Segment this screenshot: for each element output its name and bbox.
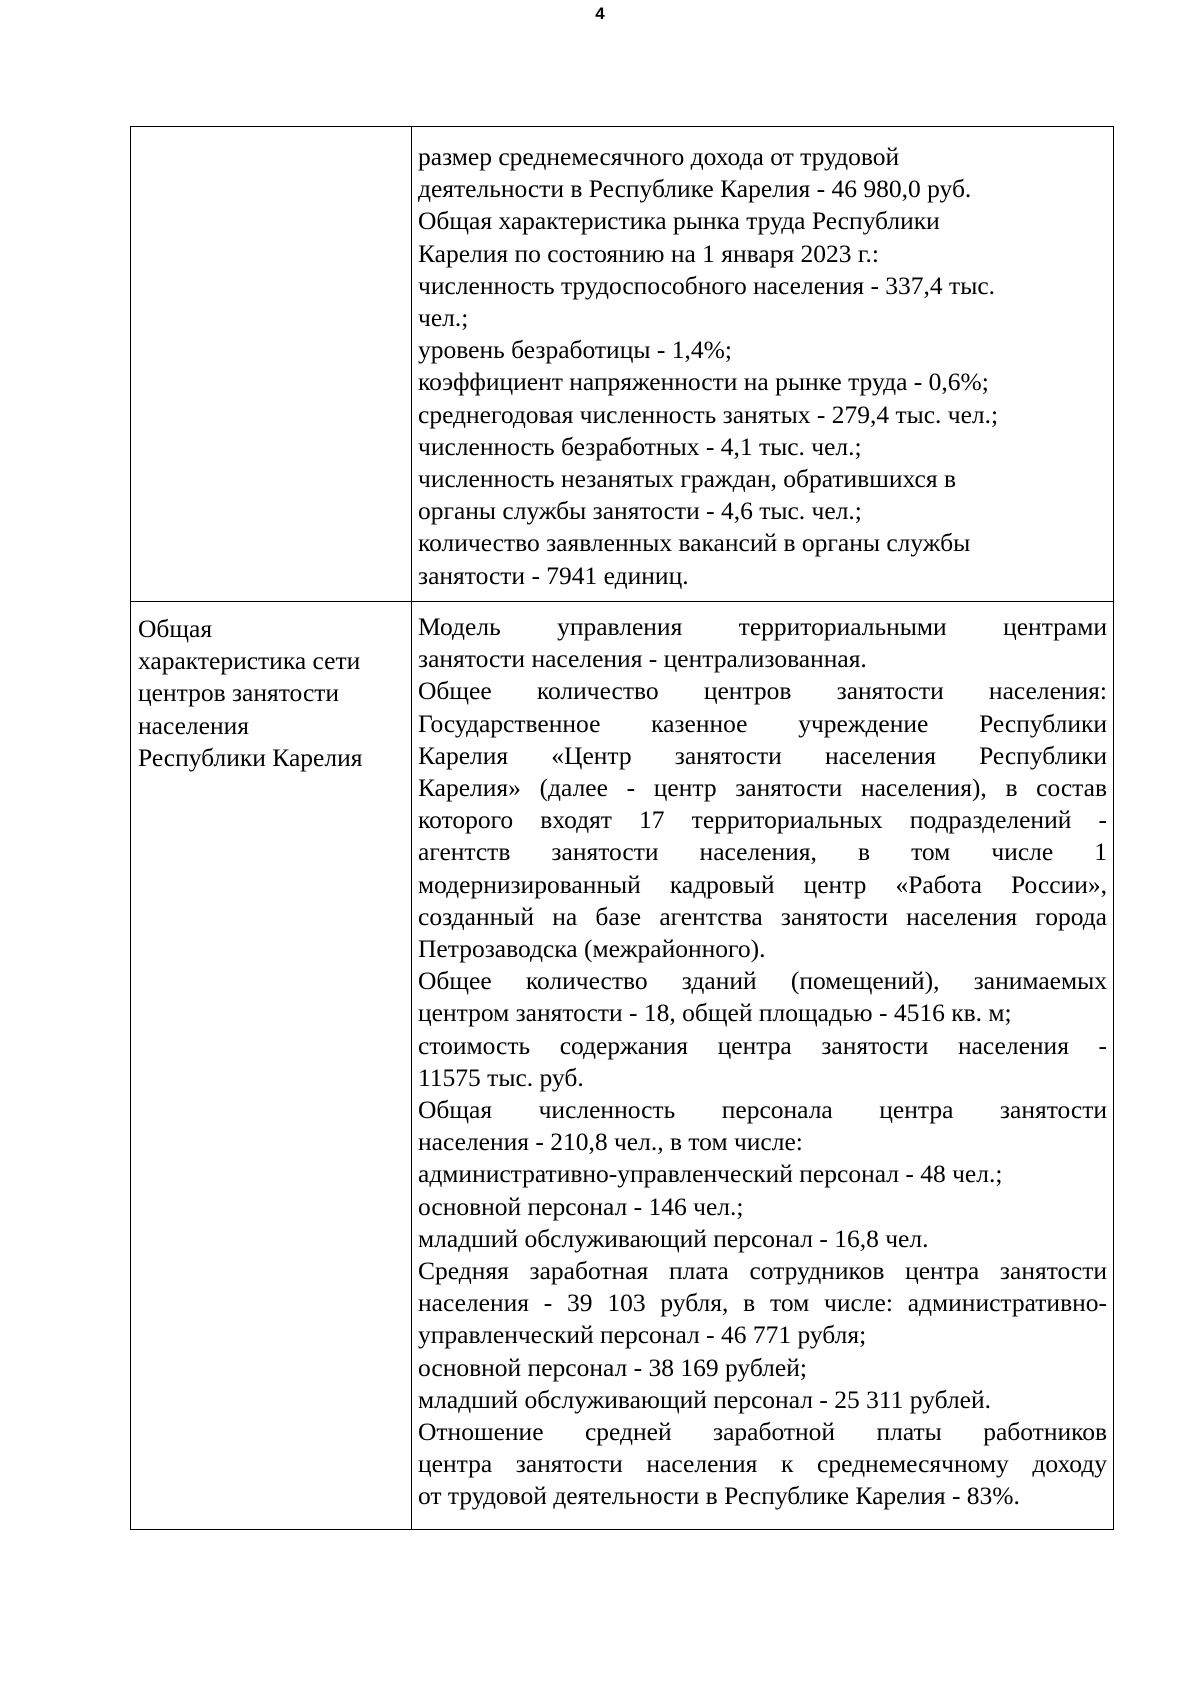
text-line: Карелия по состоянию на 1 января 2023 г.: <box>418 238 879 268</box>
label-line: центров занятости <box>138 678 340 708</box>
cell-left-content <box>131 602 411 780</box>
text-line: размер среднемесячного дохода от трудовой <box>418 142 900 171</box>
text-line: занятости населения - централизованная. <box>418 644 867 674</box>
label-line: населения <box>138 710 249 740</box>
cell-right-content <box>412 127 1113 600</box>
text-line: Государственное казенное учреждение Республики <box>418 708 1107 738</box>
text-line: основной персонал - 38 169 рублей; <box>418 1352 807 1382</box>
text-line: основной персонал - 146 чел.; <box>418 1191 744 1221</box>
table-cell-label <box>131 127 412 602</box>
label-line: Республики Карелия <box>138 742 363 772</box>
text-line: среднегодовая численность занятых - 279,4 тыс. чел.; <box>418 399 999 429</box>
text-line: Петрозаводска (межрайонного). <box>418 934 766 964</box>
text-line: Карелия «Центр занятости населения Республики <box>418 740 1107 770</box>
text-line: Модель управления территориальными центрами <box>418 612 1107 641</box>
text-line: Отношение средней заработной платы работников <box>418 1417 1107 1447</box>
text-line: центра занятости населения к среднемесячному доходу <box>418 1449 1107 1479</box>
table-cell-label <box>131 602 412 1530</box>
text-line: административно-управленческий персонал - 48 чел.; <box>418 1159 1003 1189</box>
table-cell-value <box>412 602 1114 1530</box>
page-number: 4 <box>595 4 605 23</box>
text-line: населения - 39 103 рубля, в том числе: административно- <box>418 1288 1107 1318</box>
text-line: Общая характеристика рынка труда Республики <box>418 206 940 236</box>
text-line: деятельности в Республике Карелия - 46 980,0 руб. <box>418 174 972 204</box>
text-line: созданный на базе агентства занятости населения города <box>418 901 1107 931</box>
text-line: занятости - 7941 единиц. <box>418 560 689 590</box>
text-line: численность трудоспособного населения - 337,4 тыс. <box>418 270 996 300</box>
text-line: которого входят 17 территориальных подразделений - <box>418 805 1107 835</box>
text-line: коэффициент напряженности на рынке труда - 0,6%; <box>418 367 989 397</box>
text-line: численность безработных - 4,1 тыс. чел.; <box>418 431 862 461</box>
text-line: Общая численность персонала центра занятости <box>418 1095 1107 1125</box>
text-line: младший обслуживающий персонал - 25 311 рублей. <box>418 1384 992 1414</box>
text-line: количество заявленных вакансий в органы службы <box>418 528 971 558</box>
label-line: Общая <box>138 614 213 643</box>
text-line: управленческий персонал - 46 771 рубля; <box>418 1320 867 1350</box>
text-line: от трудовой деятельности в Республике Карелия - 83%. <box>418 1481 1020 1511</box>
cell-right-content <box>412 602 1113 1521</box>
text-line: агентств занятости населения, в том числе 1 <box>418 837 1107 867</box>
text-line: центром занятости - 18, общей площадью - 4516 кв. м; <box>418 998 1012 1028</box>
text-line: Общее количество зданий (помещений), занимаемых <box>418 966 1107 996</box>
text-line: органы службы занятости - 4,6 тыс. чел.; <box>418 496 862 526</box>
cell-left-content <box>131 127 411 144</box>
text-line: Средняя заработная плата сотрудников центра занятости <box>418 1256 1107 1286</box>
text-line: Общее количество центров занятости населения: <box>418 676 1107 706</box>
text-line: модернизированный кадровый центр «Работа России», <box>418 869 1107 899</box>
text-line: численность незанятых граждан, обратившихся в <box>418 464 956 494</box>
text-line: 11575 тыс. руб. <box>418 1062 584 1092</box>
text-line: чел.; <box>418 303 469 333</box>
table-row <box>131 127 1114 602</box>
label-line: характеристика сети <box>138 646 361 676</box>
text-line: младший обслуживающий персонал - 16,8 чел. <box>418 1223 929 1253</box>
table-row <box>131 602 1114 1530</box>
text-line: населения - 210,8 чел., в том числе: <box>418 1127 803 1157</box>
text-line: Карелия» (далее - центр занятости населения), в состав <box>418 773 1107 803</box>
characteristics-table <box>130 126 1114 1530</box>
text-line: уровень безработицы - 1,4%; <box>418 335 732 365</box>
table-cell-value <box>412 127 1114 602</box>
text-line: стоимость содержания центра занятости населения - <box>418 1030 1107 1060</box>
